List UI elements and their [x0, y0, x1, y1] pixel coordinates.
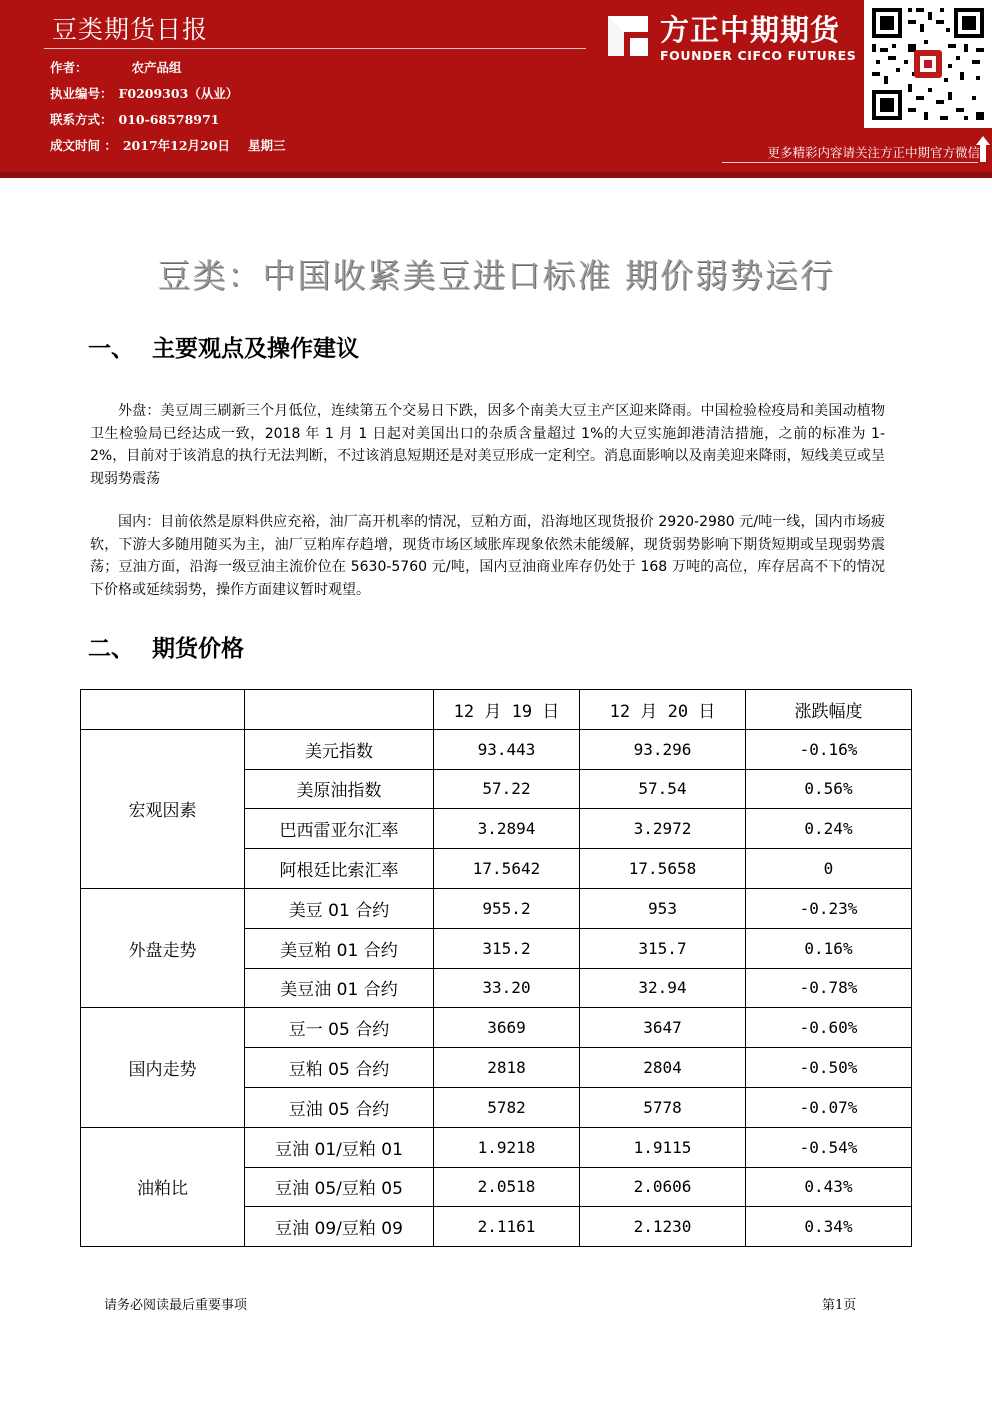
dec19-value-cell: 315.2: [434, 928, 580, 968]
dec20-value-cell: 57.54: [580, 769, 746, 809]
item-name-cell: 豆油 09/豆粕 09: [245, 1207, 434, 1247]
logo-english-name: FOUNDER CIFCO FUTURES: [660, 48, 857, 63]
table-header-row: [81, 690, 912, 730]
wechat-qr-code: [864, 0, 992, 128]
contact-value: 010-68578971: [118, 112, 220, 127]
header-blank-cell: [81, 690, 245, 730]
dec19-value-cell: 2.0518: [434, 1167, 580, 1207]
dec20-value-cell: 953: [580, 888, 746, 928]
dec19-value-cell: 1.9218: [434, 1127, 580, 1167]
contact-line: [50, 110, 219, 128]
item-name-cell: 美豆 01 合约: [245, 888, 434, 928]
logo-mark-icon: [604, 12, 652, 60]
item-name-cell: 美豆粕 01 合约: [245, 928, 434, 968]
footer-notice: 请务必阅读最后重要事项: [104, 1298, 248, 1313]
weekday: 星期三: [247, 138, 286, 153]
page-number: 第1页: [822, 1298, 857, 1313]
section2-number: 二、: [88, 636, 134, 662]
dec20-value-cell: 2.1230: [580, 1207, 746, 1247]
change-value-cell: 0.43%: [746, 1167, 912, 1207]
dec19-value-cell: 2818: [434, 1048, 580, 1088]
change-value-cell: -0.16%: [746, 729, 912, 769]
header-dec20: 12 月 20 日: [580, 690, 746, 730]
dec19-value-cell: 57.22: [434, 769, 580, 809]
author-line: [50, 58, 182, 76]
header-blank-cell: [245, 690, 434, 730]
category-cell: 油粕比: [81, 1127, 245, 1246]
change-value-cell: -0.54%: [746, 1127, 912, 1167]
logo-chinese-name: 方正中期期货: [660, 13, 841, 47]
item-name-cell: 豆粕 05 合约: [245, 1048, 434, 1088]
dec19-value-cell: 3.2894: [434, 809, 580, 849]
report-title: 豆类期货日报: [52, 15, 209, 44]
change-value-cell: 0: [746, 849, 912, 889]
item-name-cell: 豆一 05 合约: [245, 1008, 434, 1048]
date-label: 成文时间 ：: [50, 138, 117, 153]
dec20-value-cell: 3.2972: [580, 809, 746, 849]
change-value-cell: -0.50%: [746, 1048, 912, 1088]
item-name-cell: 美原油指数: [245, 769, 434, 809]
title-divider: [44, 48, 586, 49]
category-cell: 宏观因素: [81, 729, 245, 888]
report-header: [0, 0, 992, 172]
change-value-cell: 0.34%: [746, 1207, 912, 1247]
section2-title: 期货价格: [152, 636, 244, 662]
dec20-value-cell: 5778: [580, 1087, 746, 1127]
dec20-value-cell: 32.94: [580, 968, 746, 1008]
up-arrow-icon: [976, 136, 990, 162]
section1-number: 一、: [88, 336, 134, 362]
futures-price-table: [80, 689, 912, 1247]
dec19-value-cell: 17.5642: [434, 849, 580, 889]
item-name-cell: 豆油 05 合约: [245, 1087, 434, 1127]
section1-title: 主要观点及操作建议: [152, 336, 359, 362]
license-value: F0209303（从业）: [118, 86, 239, 101]
header-dec19: 12 月 19 日: [434, 690, 580, 730]
dec19-value-cell: 5782: [434, 1087, 580, 1127]
change-value-cell: -0.60%: [746, 1008, 912, 1048]
overseas-market-paragraph: 外盘：美豆周三刷新三个月低位，连续第五个交易日下跌，因多个南美大豆主产区迎来降雨。中国检验检疫局和美国动植物卫生检验局已经达成一致，2018 年 1 月 1 日起对美国出口的杂质含量超过 1%的大豆实施卸港清洁措施，之前的标准为 1-2%，目前对于该消息的执行无法判断，不过该消息短期还是对美豆形成一定利空。消息面影响以及南美迎来降雨，短线美豆或呈现弱势震荡: [90, 403, 885, 487]
author-value: 农产品组: [131, 60, 182, 75]
contact-label: 联系方式：: [50, 112, 113, 127]
item-name-cell: 豆油 05/豆粕 05: [245, 1167, 434, 1207]
table-row: [81, 1008, 912, 1048]
date-line: [50, 136, 285, 154]
follow-underline: [722, 162, 978, 163]
header-bottom-border: [0, 172, 992, 178]
company-logo: [600, 10, 860, 70]
dec20-value-cell: 1.9115: [580, 1127, 746, 1167]
author-label: 作者：: [50, 60, 88, 75]
follow-wechat-text: 更多精彩内容请关注方正中期官方微信: [767, 145, 980, 160]
change-value-cell: 0.56%: [746, 769, 912, 809]
item-name-cell: 巴西雷亚尔汇率: [245, 809, 434, 849]
category-cell: 国内走势: [81, 1008, 245, 1127]
dec19-value-cell: 2.1161: [434, 1207, 580, 1247]
item-name-cell: 美元指数: [245, 729, 434, 769]
change-value-cell: 0.24%: [746, 809, 912, 849]
date-value: 2017年12月20日: [122, 138, 230, 153]
license-label: 执业编号：: [50, 86, 113, 101]
dec19-value-cell: 955.2: [434, 888, 580, 928]
change-value-cell: 0.16%: [746, 928, 912, 968]
domestic-market-paragraph: 国内：目前依然是原料供应充裕，油厂高开机率的情况，豆粕方面，沿海地区现货报价 2920-2980 元/吨一线，国内市场疲软，下游大多随用随买为主，油厂豆粕库存趋增，现货市场区域胀库现象依然未能缓解，现货弱势影响下期货短期或呈现弱势震荡；豆油方面，沿海一级豆油主流价位在 5630-5760 元/吨，国内豆油商业库存仍处于 168 万吨的高位，库存居高不下的情况下价格或延续弱势，操作方面建议暂时观望。: [90, 514, 885, 598]
dec19-value-cell: 3669: [434, 1008, 580, 1048]
category-cell: 外盘走势: [81, 888, 245, 1007]
dec20-value-cell: 17.5658: [580, 849, 746, 889]
price-table-body: [81, 690, 912, 1247]
header-change: 涨跌幅度: [746, 690, 912, 730]
table-row: [81, 729, 912, 769]
item-name-cell: 阿根廷比索汇率: [245, 849, 434, 889]
item-name-cell: 豆油 01/豆粕 01: [245, 1127, 434, 1167]
dec20-value-cell: 3647: [580, 1008, 746, 1048]
dec20-value-cell: 93.296: [580, 729, 746, 769]
dec20-value-cell: 2804: [580, 1048, 746, 1088]
dec20-value-cell: 315.7: [580, 928, 746, 968]
dec19-value-cell: 33.20: [434, 968, 580, 1008]
change-value-cell: -0.78%: [746, 968, 912, 1008]
dec19-value-cell: 93.443: [434, 729, 580, 769]
table-row: [81, 888, 912, 928]
change-value-cell: -0.23%: [746, 888, 912, 928]
item-name-cell: 美豆油 01 合约: [245, 968, 434, 1008]
section1-heading: [88, 330, 359, 363]
section2-heading: [88, 630, 244, 663]
dec20-value-cell: 2.0606: [580, 1167, 746, 1207]
table-row: [81, 1127, 912, 1167]
change-value-cell: -0.07%: [746, 1087, 912, 1127]
qr-code-icon: [864, 0, 992, 128]
license-line: [50, 84, 238, 102]
main-title: 豆类：中国收紧美豆进口标准 期价弱势运行: [157, 256, 835, 295]
